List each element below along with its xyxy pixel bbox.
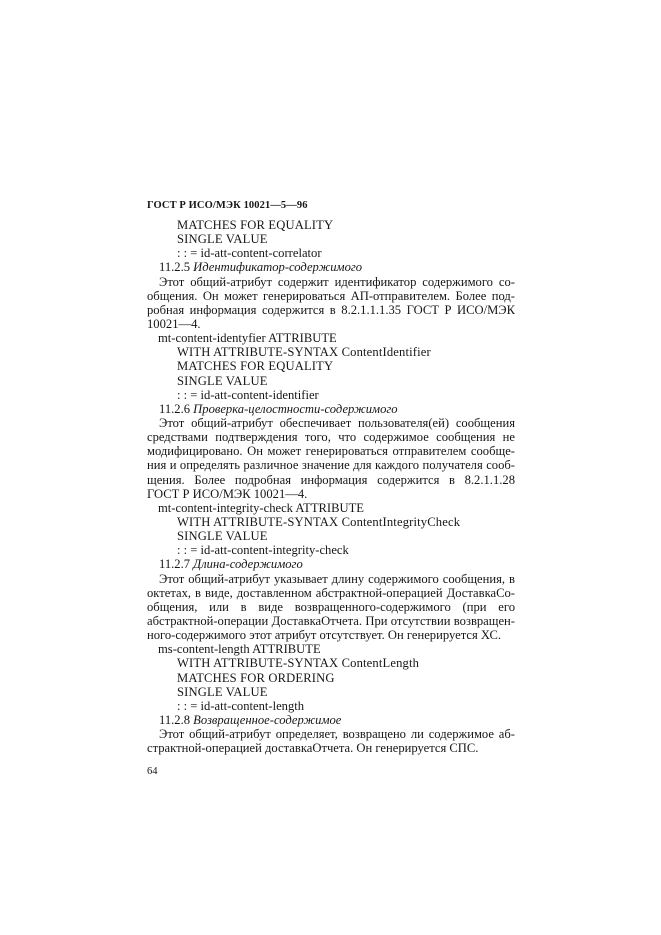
code-line: SINGLE VALUE [177, 684, 268, 699]
section-title: Длина-содержимого [193, 557, 303, 572]
text-line: октетах, в виде, доставленном абстрактной-операцией ДоставкаСо- [147, 585, 515, 600]
text-line: 10021—4. [147, 316, 201, 331]
text-line: Этот общий-атрибут содержит идентификатор содержимого со- [159, 274, 515, 289]
text-line: Этот общий-атрибут определяет, возвращено ли содержимое аб- [159, 727, 515, 742]
text-line: Этот общий-атрибут указывает длину содержимого сообщения, в [159, 571, 515, 586]
text-line: ного-содержимого этот атрибут отсутствует. Он генерируется ХС. [147, 628, 502, 643]
text-line: общения. Он может генерироваться АП-отправителем. Более под- [147, 288, 515, 303]
code-line: : : = id-att-content-correlator [177, 246, 322, 261]
code-line: WITH ATTRIBUTE-SYNTAX ContentIdentifier [177, 345, 431, 360]
page-header: ГОСТ Р ИСО/МЭК 10021—5—96 [147, 200, 308, 211]
page-number: 64 [147, 766, 158, 777]
code-line: MATCHES FOR EQUALITY [177, 359, 334, 374]
section-title: Проверка-целостности-содержимого [193, 401, 398, 416]
code-line: : : = id-att-content-identifier [177, 387, 319, 402]
section-heading [147, 260, 515, 274]
code-line: mt-content-integrity-check ATTRIBUTE [158, 500, 364, 515]
section-heading [147, 557, 515, 571]
code-line: : : = id-att-content-integrity-check [177, 543, 349, 558]
section-heading [147, 713, 515, 727]
text-line: абстрактной-операции ДоставкаОтчета. При отсутствии возвращен- [147, 613, 515, 628]
code-line: MATCHES FOR EQUALITY [177, 218, 334, 232]
section-number: 11.2.8 [159, 712, 194, 727]
section-title: Возвращенное-содержимое [193, 712, 342, 727]
section-number: 11.2.5 [159, 260, 194, 275]
text-line: страктной-операцией доставкаОтчета. Он генерируется СПС. [147, 741, 479, 756]
text-line: робная информация содержится в 8.2.1.1.1.35 ГОСТ Р ИСО/МЭК [147, 302, 515, 317]
code-line: WITH ATTRIBUTE-SYNTAX ContentLength [177, 656, 420, 671]
page-content [147, 218, 515, 755]
code-line: : : = id-att-content-length [177, 698, 305, 713]
text-line: модифицировано. Он может генерироваться отправителем сообще- [147, 444, 515, 459]
code-line: WITH ATTRIBUTE-SYNTAX ContentIntegrityCheck [177, 514, 461, 529]
section-number: 11.2.6 [159, 401, 194, 416]
text-line: средствами подтверждения того, что содержимое сообщения не [147, 430, 515, 445]
text-line: Этот общий-атрибут обеспечивает пользователя(ей) сообщения [159, 415, 515, 430]
code-line: SINGLE VALUE [177, 232, 268, 247]
text-line: ГОСТ Р ИСО/МЭК 10021—4. [147, 486, 308, 501]
text-line: ния и определять различное значение для каждого получателя сооб- [147, 458, 515, 473]
section-number: 11.2.7 [159, 557, 194, 572]
section-heading [147, 402, 515, 416]
text-line: щения. Более подробная информация содержится в 8.2.1.1.28 [147, 472, 515, 487]
text-line: общения, или в виде возвращенного-содержимого (при его [147, 599, 515, 614]
code-line: SINGLE VALUE [177, 373, 268, 388]
code-line: mt-content-identyfier ATTRIBUTE [158, 331, 337, 346]
code-line: MATCHES FOR ORDERING [177, 670, 335, 685]
code-line: SINGLE VALUE [177, 529, 268, 544]
code-line: ms-content-length ATTRIBUTE [158, 642, 321, 657]
section-title: Идентификатор-содержимого [193, 260, 363, 275]
